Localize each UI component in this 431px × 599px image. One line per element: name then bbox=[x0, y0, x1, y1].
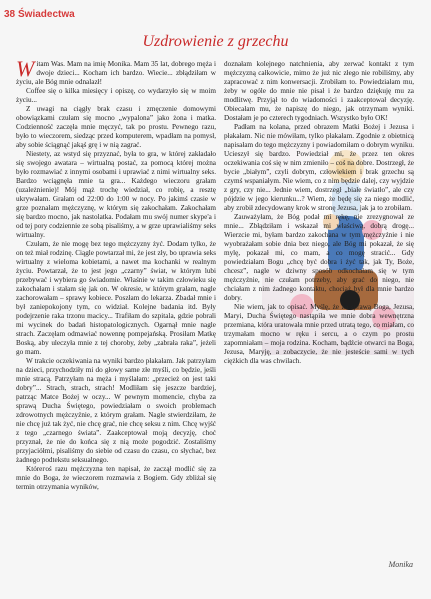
paragraph bbox=[16, 240, 216, 357]
column-right bbox=[224, 60, 414, 580]
paragraph bbox=[16, 465, 216, 492]
paragraph bbox=[16, 105, 216, 150]
paragraph-text: Czułam, że nie mogę bez tego mężczyzny żyć. Dodam tylko, że on też miał rodzinę. Ciągle powtarzał mi, że jest zły, bo uprawia seks wirtualny z wieloma kobietami, a nawet ma kochanki w realnym życiu. Powtarzał, że to jest jego „czarny” świat, w którym lubi przebywać i wybiera go świadomie. Właśnie w takim człowieku się zakochałam i stałam się jak on. W okresie, w którym grałam, nagle zachorowałam – sprawy kobiece. Poszłam do lekarza. Zbadał mnie i był zaniepokojony tym, co widział. Kolejne badania itd. Były podejrzenie raka trzonu macicy... Trafiłam do szpitala, gdzie pobrali mi wycinek do badań histopatologicznych. Ogarnął mnie nagle strach. Zaczęłam odmawiać nowennę pompejańską. Prosiłam Matkę Boską, aby uleczyła mnie z tej choroby, żeby „zabrała raka”, jeżeli go mam. bbox=[16, 240, 216, 356]
paragraph bbox=[224, 123, 414, 213]
paragraph-text: Nie wiem, jak to opisać. Myślę, że za sprawą Boga, Jezusa, Maryi, Ducha Świętego nastąpiła we mnie dobra wewnętrzna przemiana, która uratowała mnie przed utratą tego, co miałam, co trzymałam mocno w ręku i sercu, a o czym po prostu zapomniałam – moja rodzina. Kocham, bądźcie otwarci na Boga, Jezusa, Maryję, a zobaczycie, że nie jesteście sami w tych ciężkich dla was chwilach. bbox=[224, 303, 414, 365]
paragraph bbox=[224, 213, 414, 303]
dropcap: W bbox=[16, 60, 35, 81]
paragraph-text: doznałam kolejnego natchnienia, aby zerwać kontakt z tym mężczyzną całkowicie, mimo że już nic złego nie robiliśmy, aby zapracować z nim konwersacji. Zrobiłam to. Powiedziałam mu, żeby w ogóle do mnie nie pisał i że bardzo dziękuję mu za modlitwę. Przyjął to do wiadomości i zaakceptował decyzję. Obiecałam mu, że napiszę do niego, jak otrzymam wyniki. Dostałam je po czterech tygodniach. Wszystko było OK! bbox=[224, 60, 414, 122]
paragraph-text: Coffee się o kilka miesięcy i opiszę, co wydarzyło się w moim życiu... bbox=[16, 87, 216, 104]
paragraph bbox=[16, 87, 216, 105]
paragraph bbox=[224, 303, 414, 366]
paragraph bbox=[16, 60, 216, 87]
paragraph-text: itam Was. Mam na imię Monika. Mam 35 lat, dobrego męża i dwoje dzieci... Kocham ich bardzo. Wiecie... zbłądziłam w życiu, ale Bóg mnie odnalazł! bbox=[16, 60, 216, 86]
article-title: Uzdrowienie z grzechu bbox=[142, 33, 289, 50]
paragraph bbox=[224, 60, 414, 123]
paragraph-text: Niestety, az wstyd się przyznać, była to gra, w której zakładało się swojego awatara – wirtualną postać, za pomocą której można było rozmawiać z innymi osobami i uprawiać z nimi wirtualny seks. Bardzo wciągnęła mnie ta gra... Każdego wieczoru grałam (uzależnienie)! Mój mąż trochę wiedział, co robię, a resztę ukrywałam. Grałam od 22:00 do 1:00 w nocy. Po jakimś czasie w grze poznałam mężczyznę, w którym się zakochałam. Zakochałam się bardzo mocno, jak nastolatka. Podałam mu swój numer skype'a i od tej pory codziennie ze sobą pisaliśmy, a w grze uprawialiśmy seks wirtualny. bbox=[16, 150, 216, 239]
signature: Monika bbox=[388, 560, 413, 569]
section-label: Świadectwa bbox=[18, 9, 75, 20]
column-left bbox=[16, 60, 216, 580]
page-number: 38 bbox=[4, 9, 16, 20]
header-bar bbox=[0, 0, 431, 22]
paragraph-text: Zauważyłam, że Bóg podał mi rękę, nie zrezygnował ze mnie... Zbłądziłam i wskazał mi właściwą, dobrą drogę... Wierzcie mi, byłam bardzo zakochana w tym mężczyźnie i nie wyobrażałam sobie dnia bez niego, ale Bóg mi pokazał, że się mylę, pokazał mi, co mam, a co mogę stracić... Gdy powiedziałam Bogu „chcę być dobra i żyć tak, jak Ty, Boże, chcesz”, nagle w dziwny sposób odkochałam się w tym mężczyźnie, nie czułam potrzeby, aby grać do niego, nie chciałam z nim żadnego kontaktu, chociaż był dla mnie bardzo dobry. bbox=[224, 213, 414, 302]
paragraph-text: W trakcie oczekiwania na wyniki bardzo płakałam. Jak patrzyłam na dzieci, przychodziły mi do głowy same złe myśli, co będzie, jeśli mnie stracą. Patrzyłam na męża i myślałam: „przecież on jest taki dobry”... Strach, strach, strach! Modliłam się jeszcze bardziej, patrząc Matce Bożej w oczy... W pewnym momencie, chyba za sprawą Ducha Świętego, powiedziałam o swoich problemach zdrowotnych mężczyźnie, z którym grałam. Nagle stwierdziłam, że nie chcę już tak żyć, nie chcę grać, nie chcę seksu z nim. Chcę wyjść z tego „czarnego świata”. Zaakceptował moją decyzję, choć przyznał, że nie do końca się z nią może pogodzić. Zostaliśmy przyjaciółmi, pisaliśmy do siebie od czasu do czasu, co słychać, bez żadnego podtekstu seksualnego. bbox=[16, 357, 216, 464]
article-body bbox=[16, 60, 414, 580]
paragraph-text: Padłam na kolana, przed obrazem Matki Bożej i Jezusa i płakałam. Nic nie mówiłam, tylko płakałam. Zgodnie z obietnicą napisałam do tego mężczyzny i powiadomiłam o dobrym wyniku. Ucieszył się bardzo. Powiedział mi, że przez ten okres oczekiwania coś się w nim zmieniło – coś na dobre. Dostrzegł, że bycie „białym”, czyli dobrym, człowiekiem i brak grzechu są czymś wspaniałym. Nie wiem, co z nim będzie dalej, czy wyjdzie z gry, czy nie... Jednie wiem, dostrzegł „białe światło”, ale czy pójdzie w jego kierunku...? Wiem, że będę się za niego modlić, aby zrobił zdecydowany krok w stronę Jezusa, jak ja to zrobiłam. bbox=[224, 123, 414, 212]
paragraph bbox=[16, 150, 216, 240]
paragraph-text: Którегoś razu mężczyzna ten napisał, że zaczął modlić się za mnie do Boga, że wieczorem rozmawia z Bogiem. Gdy zbliżał się termin otrzymania wyników, bbox=[16, 465, 216, 491]
paragraph bbox=[16, 357, 216, 465]
paragraph-text: Z uwagi na ciągły brak czasu i zmęczenie domowymi obowiązkami czułam się mocno „wypalona” jako żona i matka. Codzienność zaczęła mnie męczyć, tak po prostu. Pewnego razu, było to wieczorem, siedząc przed komputerem, wpadłam na pomysł, aby sobie ściągnąć jakąś grę i w nią zagrać. bbox=[16, 105, 216, 149]
